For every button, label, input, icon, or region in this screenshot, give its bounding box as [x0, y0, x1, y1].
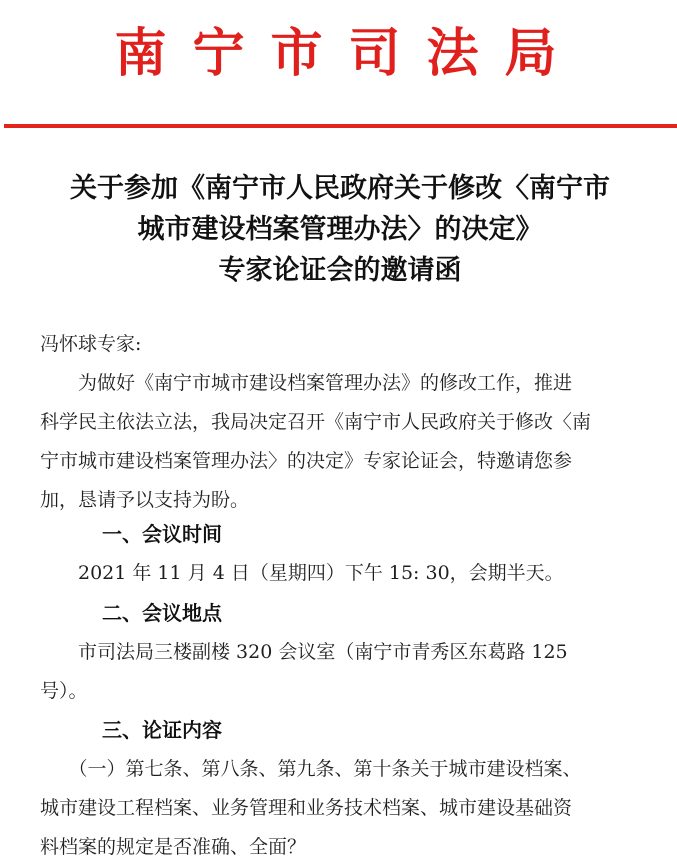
- section-heading-meeting-location: 二、会议地点: [102, 601, 222, 625]
- intro-line-1: 为做好《南宁市城市建设档案管理办法》的修改工作，推进: [40, 372, 573, 394]
- section-heading-discussion-content: 三、论证内容: [102, 718, 222, 742]
- discussion-line-2: 城市建设工程档案、业务管理和业务技术档案、城市建设基础资: [40, 797, 573, 819]
- meeting-location-line-1: 市司法局三楼副楼 320 会议室（南宁市青秀区东葛路 125: [40, 641, 568, 663]
- title-line-3: 专家论证会的邀请函: [218, 255, 462, 286]
- intro-paragraph: [40, 364, 662, 520]
- meeting-time-text: 2021 年 11 月 4 日（星期四）下午 15: 30，会期半天。: [40, 562, 564, 584]
- letterhead-org-name: 南宁市司法局: [114, 23, 583, 84]
- letterhead-red-rule: [4, 124, 677, 128]
- discussion-content-paragraph: [40, 750, 662, 867]
- meeting-location-paragraph: [40, 633, 662, 711]
- intro-line-2: 科学民主依法立法，我局决定召开《南宁市人民政府关于修改〈南: [40, 411, 592, 433]
- document-title: [40, 168, 640, 291]
- title-line-2: 城市建设档案管理办法〉的决定》: [137, 214, 543, 245]
- meeting-location-line-2: 号）。: [40, 680, 88, 702]
- title-line-1: 关于参加《南宁市人民政府关于修改〈南宁市: [70, 173, 610, 204]
- intro-line-4: 加，恳请予以支持为盼。: [40, 489, 250, 511]
- salutation: 冯怀球专家:: [40, 333, 142, 355]
- discussion-line-3: 料档案的规定是否准确、全面？: [40, 836, 307, 858]
- meeting-time-paragraph: [40, 554, 662, 593]
- intro-line-3: 宁市城市建设档案管理办法〉的决定》专家论证会，特邀请您参: [40, 450, 573, 472]
- discussion-line-1: （一）第七条、第八条、第九条、第十条关于城市建设档案、: [40, 758, 582, 780]
- section-heading-meeting-time: 一、会议时间: [102, 522, 222, 546]
